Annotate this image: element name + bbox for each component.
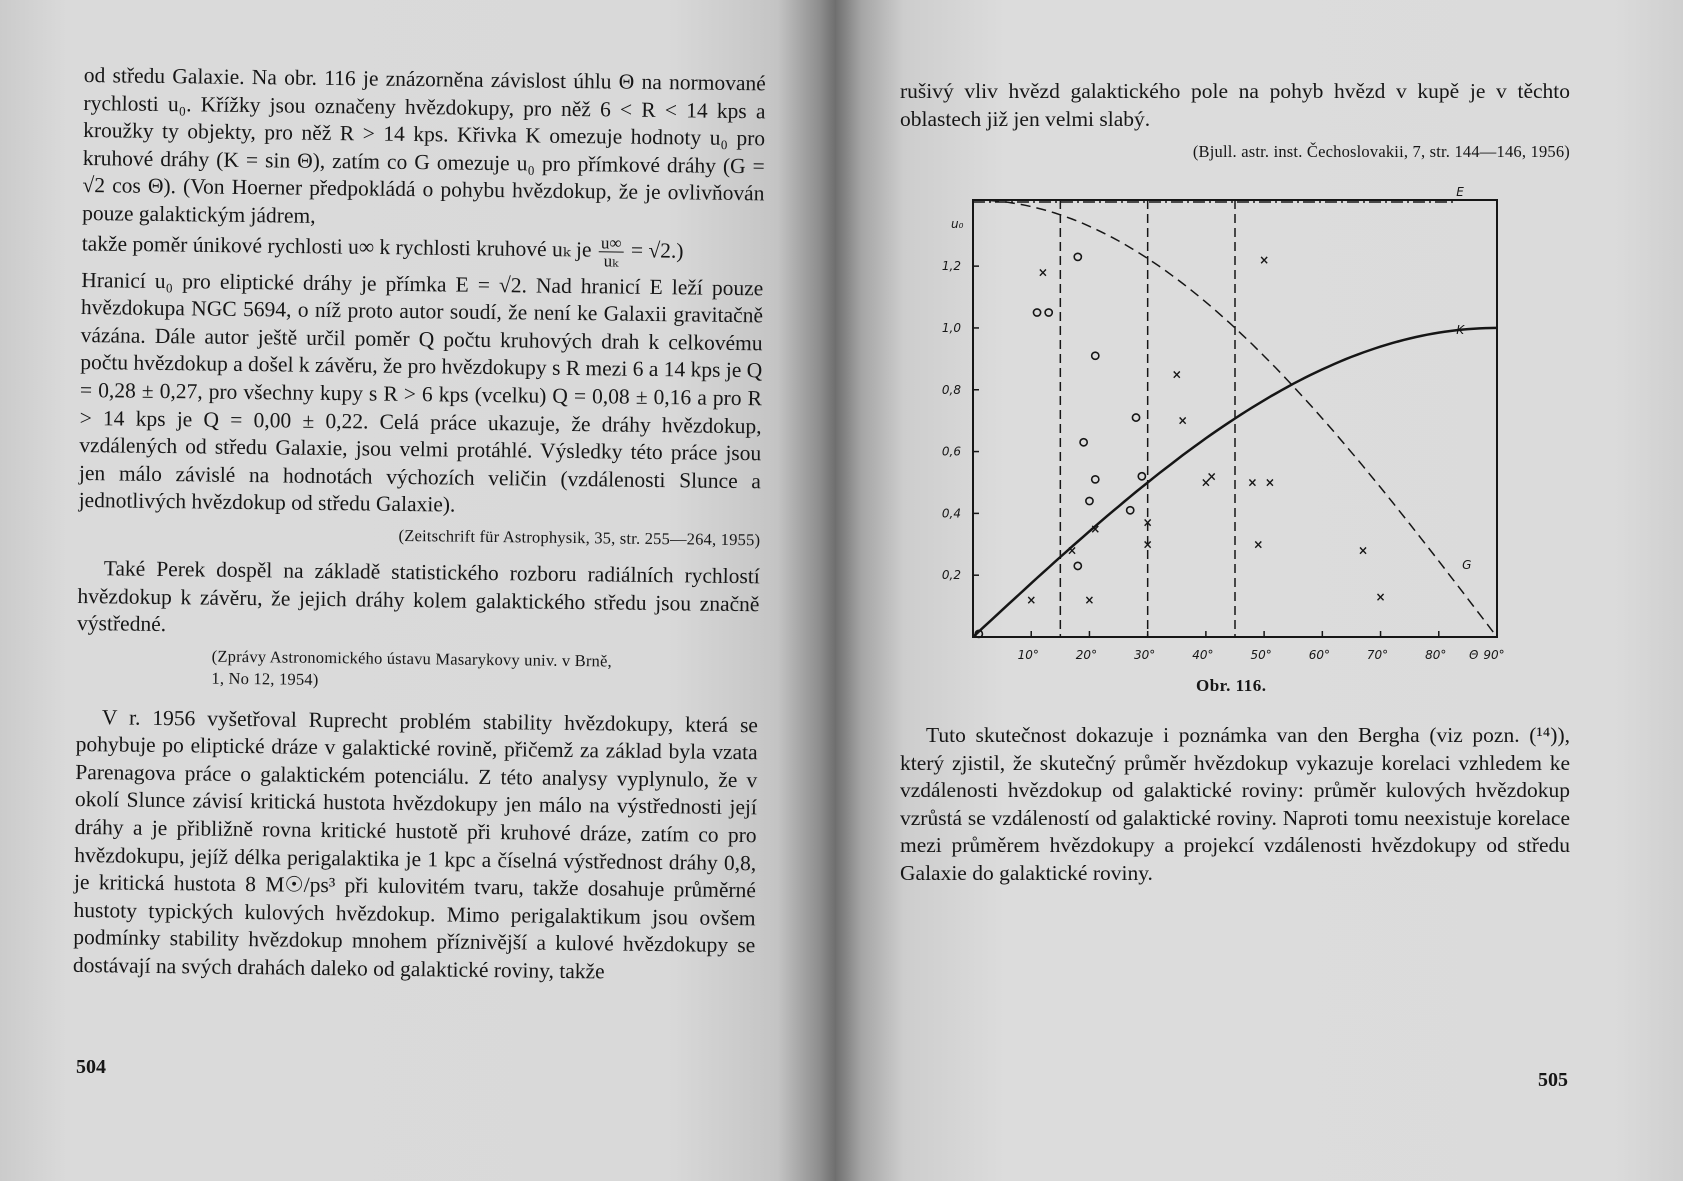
cross-point: × <box>1142 537 1153 552</box>
left-page <box>0 0 836 1181</box>
citation-bjull: (Bjull. astr. inst. Čechoslovakii, 7, str. 144—146, 1956) <box>1192 142 1570 162</box>
cross-point: × <box>1247 475 1258 490</box>
x-tick-label: 10° <box>1017 648 1039 662</box>
chart-svg <box>836 184 1683 704</box>
left-paragraph-1-equation-line: takže poměr únikové rychlosti u∞ k rychlosti kruhové uₖ je $\frac{u\infty}{\text{uₖ}}$ = √2.) <box>81 230 684 271</box>
x-tick-label: 80° <box>1425 648 1447 662</box>
cross-point: × <box>1259 252 1270 267</box>
y-tick-label: 1,2 <box>941 259 961 274</box>
figure-caption: Obr. 116. <box>1196 676 1267 695</box>
y-axis-label: u₀ <box>951 217 964 231</box>
y-tick-label: 0,6 <box>941 444 961 459</box>
circle-point <box>1033 309 1040 316</box>
circle-point <box>1074 562 1081 569</box>
left-page-text <box>73 62 766 988</box>
x-tick-label: 20° <box>1075 648 1098 662</box>
cross-point: × <box>1037 265 1048 280</box>
curve-label-K: K <box>1456 323 1465 338</box>
x-tick-label: 50° <box>1250 648 1272 662</box>
x-tick-label: 60° <box>1308 648 1330 662</box>
curve-label-G: G <box>1462 558 1472 573</box>
cross-point: × <box>1090 521 1101 536</box>
x-tick-label: 70° <box>1366 648 1389 662</box>
escape-velocity-fraction: $\frac{u\infty}{\text{uₖ}}$ <box>600 232 622 271</box>
left-paragraph-3: Také Perek dospěl na základě statistického rozboru radiálních rychlostí hvězdokup k závěru, že jejich dráhy kolem galaktického středu jsou značně výstředné. <box>76 556 760 637</box>
circle-point <box>1074 253 1081 260</box>
right-page <box>836 0 1683 1181</box>
circle-point <box>1092 352 1099 359</box>
cross-point: × <box>1026 592 1037 607</box>
page-number-left: 504 <box>76 1056 106 1078</box>
cross-point: × <box>1200 475 1211 490</box>
cross-point: × <box>1066 543 1078 558</box>
cross-point: × <box>1171 367 1182 382</box>
right-page-text-bottom <box>900 722 1570 888</box>
x-axis-label: Θ <box>1468 648 1479 662</box>
y-tick-label: 0,8 <box>941 382 961 397</box>
right-paragraph-2: Tuto skutečnost dokazuje i poznámka van den Bergha (viz pozn. (¹⁴)), který zjistil, že skutečný průměr hvězdokup vykazuje korelaci vzhledem ke vzdálenosti hvězdokup od galaktické roviny: průměr kulových hvězdokup vzrůstá se vzdáleností od galaktické roviny. Naproti tomu neexistuje korelace mezi průměrem hvězdokupy a projekcí vzdálenosti hvězdokupy od středu Galaxie do galaktické roviny. <box>900 723 1570 885</box>
cross-point: × <box>1264 475 1275 490</box>
curve-label-E: E <box>1456 185 1464 199</box>
circle-point <box>1138 473 1145 480</box>
figure-116 <box>836 184 1683 704</box>
circle-point <box>1045 309 1052 316</box>
x-tick-label: 90° <box>1483 648 1505 662</box>
cross-point: × <box>1358 543 1369 558</box>
circle-point <box>1080 439 1087 446</box>
circle-point <box>1132 414 1139 421</box>
cross-point: × <box>1084 592 1095 607</box>
right-paragraph-1: rušivý vliv hvězd galaktického pole na pohyb hvězd v kupě je v těchto oblastech již jen velmi slabý. <box>900 79 1570 131</box>
citation-zeitschrift: (Zeitschrift für Astrophysik, 35, str. 255—264, 1955) <box>398 525 761 550</box>
circle-point <box>1127 507 1134 514</box>
y-tick-label: 1,0 <box>941 320 961 335</box>
page-number-right: 505 <box>1538 1069 1568 1091</box>
y-tick-label: 0,4 <box>941 506 961 521</box>
x-tick-label: 40° <box>1192 648 1214 662</box>
citation-zpravy: (Zprávy Astronomického ústavu Masarykovy univ. v Brně, 1, No 12, 1954) <box>211 646 613 689</box>
cross-point: × <box>1375 589 1386 604</box>
right-page-text-top <box>900 78 1570 175</box>
cross-point: × <box>1206 469 1217 484</box>
left-paragraph-1: od středu Galaxie. Na obr. 116 je znázorněna závislost úhlu Θ na normované rychlosti u₀. Křížky jsou označeny hvězdokupy, pro něž 6 < R < 14 kps a kroužky ty objekty, pro něž R > 14 kps. Křivka K omezuje hodnoty u₀ pro kruhové dráhy (K = sin Θ), zatím co G omezuje u₀ pro přímkové dráhy (G = √2 cos Θ). (Von Hoerner předpokládá o pohybu hvězdokup, že je ovlivňován pouze galaktickým jádrem, <box>82 62 766 228</box>
cross-point: × <box>1253 537 1264 552</box>
circle-point <box>1092 476 1099 483</box>
cross-point: × <box>1177 413 1188 428</box>
x-tick-label: 30° <box>1134 648 1156 662</box>
left-paragraph-2: Hranicí u₀ pro eliptické dráhy je přímka E = √2. Nad hranicí E leží pouze hvězdokupa NGC 5694, o níž proto autor soudí, že není ke Galaxii gravitačně vázána. Dále autor ještě určil poměr Q počtu kruhových drah k celkovému počtu hvězdokup a došel k závěru, že pro hvězdokupy s R mezi 6 a 14 kps je Q = 0,28 ± 0,27, pro všechny kupy s R > 6 kps (vcelku) Q = 0,08 ± 0,16 a pro R > 14 kps je Q = 0,00 ± 0,22. Celá práce ukazuje, že dráhy hvězdokup, vzdálených od středu Galaxie, jsou velmi protáhlé. Výsledky této práce jsou jen málo závislé na hodnotách výchozích veličin (vzdálenosti Slunce a jednotlivých hvězdokup od středu Galaxie). <box>78 267 764 517</box>
left-paragraph-4: V r. 1956 vyšetřoval Ruprecht problém stability hvězdokupy, která se pohybuje po eliptické dráze v galaktické rovině, přičemž za základ byla vzata Parenagova práce o galaktickém potenciálu. Z této analysy vyplynulo, že v okolí Slunce závisí kritická hustota hvězdokupy jen málo na výstřednosti její dráhy a je přibližně rovna kritické hustotě při kruhové dráze, zatím co pro hvězdokupu, jejíž délka perigalaktika je 1 kpc a číselná výstřednost dráhy 0,8, je kritická hustota 8 M☉/ps³ při kulovitém tvaru, takže dosahuje průměrné hustoty typických kulových hvězdokup. Mimo perigalaktikum jsou ovšem podmínky stability hvězdokup mnohem příznivější a kulové hvězdokupy se dostávají na svých drahách daleko od galaktické roviny, takže <box>72 704 759 984</box>
y-tick-label: 0,2 <box>941 568 961 583</box>
cross-point: × <box>1142 515 1153 530</box>
circle-point <box>1086 497 1093 504</box>
